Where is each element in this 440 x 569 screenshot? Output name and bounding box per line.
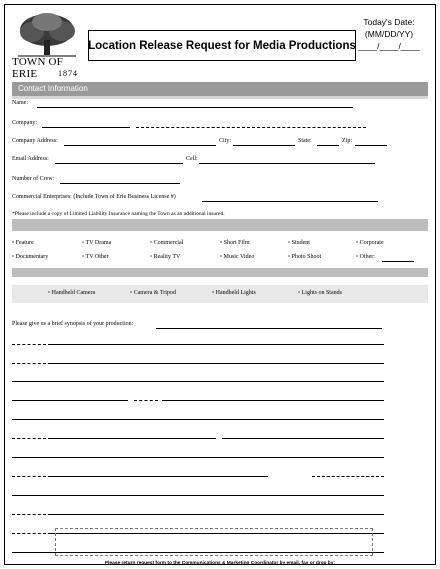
option-label: Corporate xyxy=(359,240,384,246)
synopsis-line[interactable] xyxy=(162,400,384,401)
email-field[interactable] xyxy=(55,163,183,164)
todays-date-label: Today's Date: xyxy=(363,17,415,27)
synopsis-line[interactable] xyxy=(48,476,268,477)
date-input[interactable]: ____/____/____ xyxy=(358,41,420,51)
option-tv-drama[interactable]: ▫ TV Drama xyxy=(82,240,112,246)
synopsis-line[interactable] xyxy=(12,363,46,364)
synopsis-line[interactable] xyxy=(12,476,46,477)
company-field[interactable] xyxy=(42,127,130,128)
date-format: (MM/DD/YY) xyxy=(364,29,414,39)
equip-handheld-lights[interactable]: ▫ Handheld Lights xyxy=(212,290,256,296)
contact-section-header xyxy=(12,82,428,96)
option-label: Lights on Stands xyxy=(301,290,342,296)
option-label: Reality TV xyxy=(153,254,181,260)
option-label: Short Film xyxy=(223,240,250,246)
synopsis-line[interactable] xyxy=(156,328,382,329)
synopsis-prompt: Please give us a brief synopsis of your production: xyxy=(12,321,134,327)
todays-date xyxy=(352,16,426,52)
synopsis-line[interactable] xyxy=(48,438,216,439)
option-label: Documentary xyxy=(15,254,49,260)
option-short-film[interactable]: ▫ Short Film xyxy=(220,240,250,246)
synopsis-line[interactable] xyxy=(48,363,384,364)
cell-field[interactable] xyxy=(199,163,375,164)
other-field[interactable] xyxy=(382,261,414,262)
commercial-label: Commercial Enterprises: (Include Town of Erie Business License #) xyxy=(12,194,176,200)
zip-field[interactable] xyxy=(355,145,387,146)
zip-label: Zip: xyxy=(342,138,352,144)
synopsis-line[interactable] xyxy=(12,419,384,420)
tree-icon xyxy=(12,10,82,60)
name-field[interactable] xyxy=(37,107,353,108)
synopsis-line[interactable] xyxy=(48,514,384,515)
name-label: Name: xyxy=(12,100,28,106)
option-label: Handheld Lights xyxy=(215,290,256,296)
synopsis-line[interactable] xyxy=(134,400,158,401)
option-commercial[interactable]: ▫ Commercial xyxy=(150,240,184,246)
synopsis-line[interactable] xyxy=(48,344,384,345)
option-label: Photo Shoot xyxy=(291,254,322,260)
option-corporate[interactable]: ▫ Corporate xyxy=(356,240,384,246)
production-type-options xyxy=(12,240,422,264)
logo-year: 1874 xyxy=(58,69,78,78)
town-logo xyxy=(10,8,82,80)
equip-lights-on-stands[interactable]: ▫ Lights on Stands xyxy=(298,290,342,296)
crew-field[interactable] xyxy=(60,183,180,184)
address-field[interactable] xyxy=(64,145,216,146)
option-feature[interactable]: ▫ Feature xyxy=(12,240,34,246)
footer-instructions: Please return request form to the Communications & Marketing Coordinator by email, fax or drop by: xyxy=(104,561,336,566)
option-label: Other: xyxy=(359,254,375,260)
city-label: City: xyxy=(219,138,232,144)
option-label: Handheld Camera xyxy=(51,290,96,296)
contact-info-box xyxy=(55,528,373,556)
option-label: Student xyxy=(291,240,310,246)
production-type-band xyxy=(12,219,428,231)
option-tv-other[interactable]: ▫ TV Other xyxy=(82,254,109,260)
synopsis-line[interactable] xyxy=(12,381,384,382)
address-label: Company Address: xyxy=(12,138,58,144)
state-field[interactable] xyxy=(317,145,339,146)
synopsis-line[interactable] xyxy=(222,438,384,439)
synopsis-line[interactable] xyxy=(12,457,384,458)
synopsis-line[interactable] xyxy=(12,495,384,496)
option-label: Music Video xyxy=(223,254,255,260)
city-field[interactable] xyxy=(233,145,295,146)
insurance-note: *Please include a copy of Limited Liability Insurance naming the Town as an additional insured. xyxy=(12,211,225,217)
synopsis-line[interactable] xyxy=(12,533,46,534)
option-music-video[interactable]: ▫ Music Video xyxy=(220,254,255,260)
synopsis-line[interactable] xyxy=(312,476,384,477)
option-label: Commercial xyxy=(153,240,184,246)
equipment-band xyxy=(12,268,428,277)
synopsis-line[interactable] xyxy=(12,438,46,439)
commercial-field[interactable] xyxy=(202,201,378,202)
option-student[interactable]: ▫ Student xyxy=(288,240,310,246)
option-label: TV Drama xyxy=(85,240,112,246)
page-title: Location Release Request for Media Productions xyxy=(88,30,356,61)
option-photo-shoot[interactable]: ▫ Photo Shoot xyxy=(288,254,322,260)
option-documentary[interactable]: ▫ Documentary xyxy=(12,254,49,260)
synopsis-line[interactable] xyxy=(12,514,46,515)
cell-label: Cell: xyxy=(186,156,198,162)
crew-label: Number of Crew: xyxy=(12,176,55,182)
company-label: Company: xyxy=(12,120,37,126)
email-label: Email Address: xyxy=(12,156,49,162)
synopsis-line[interactable] xyxy=(12,344,46,345)
company-field-cont[interactable] xyxy=(136,127,366,128)
equipment-options xyxy=(12,285,428,303)
option-label: TV Other xyxy=(85,254,109,260)
equip-handheld-camera[interactable]: ▫ Handheld Camera xyxy=(48,290,96,296)
contact-section-title: Contact Information xyxy=(18,84,88,93)
equip-camera-tripod[interactable]: ▫ Camera & Tripod xyxy=(130,290,176,296)
option-label: Feature xyxy=(15,240,34,246)
option-other[interactable]: ▫ Other: xyxy=(356,254,375,260)
state-label: State: xyxy=(298,138,312,144)
logo-town-name: TOWN OF ERIE xyxy=(12,56,64,80)
option-label: Camera & Tripod xyxy=(133,290,176,296)
contact-band-shadow xyxy=(12,96,428,99)
option-reality-tv[interactable]: ▫ Reality TV xyxy=(150,254,181,260)
synopsis-line[interactable] xyxy=(12,400,128,401)
